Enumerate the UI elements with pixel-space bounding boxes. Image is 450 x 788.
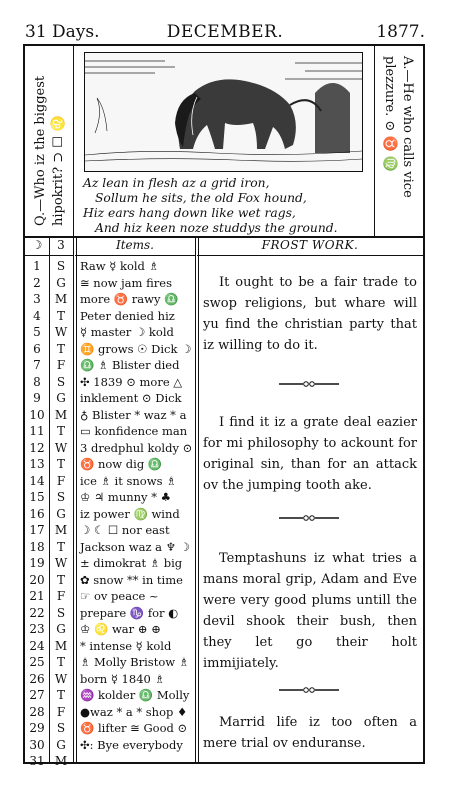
item-entry: ♔ ♃ munny * ♣	[80, 490, 171, 504]
day-number: 2	[33, 275, 41, 290]
day-letter: G	[56, 275, 66, 290]
item-entry: ♒ kolder ♎ Molly	[80, 688, 190, 702]
day-number: 13	[29, 457, 45, 471]
day-number: 31	[29, 754, 45, 768]
day-number: 28	[29, 704, 45, 719]
day-number: 29	[29, 721, 45, 735]
day-letter: F	[56, 704, 66, 719]
question-panel	[25, 46, 74, 236]
day-letter: F	[56, 358, 66, 372]
day-number: 26	[29, 671, 45, 686]
frost-paragraph-2: I find it iz a grate deal eazier for mi philosophy to ackount for original sin, than for an attack ov the jumping tooth ake.	[203, 415, 417, 493]
day-number-column	[25, 258, 49, 770]
question-line-2: hipokrit? ⊃ ☐ ♌	[51, 115, 66, 226]
item-entry: ≅ now jam fires	[80, 275, 172, 290]
day-letter: W	[54, 671, 68, 686]
item-entry: ♗ Molly Bristow ♗	[80, 655, 190, 669]
item-entry: ☿ master ☽ kold	[80, 325, 174, 339]
frost-paragraph-3: Temptashuns iz what tries a mans moral grip, Adam and Eve were very good plums untill the devil shook their bush, then they let go their holt immijiately.	[203, 551, 417, 671]
day-number: 4	[33, 308, 41, 323]
day-number: 27	[29, 688, 45, 702]
day-letter: M	[54, 407, 68, 422]
item-entry: ± dimokrat ♗ big	[80, 556, 183, 570]
day-letter: F	[56, 473, 66, 488]
day-letter: G	[56, 737, 66, 752]
day-letter: F	[56, 589, 66, 603]
day-letter: T	[56, 457, 65, 471]
fox-hound-illustration	[84, 52, 363, 172]
day-number: 5	[33, 325, 41, 339]
day-number: 23	[29, 622, 45, 636]
day-letter: M	[54, 754, 68, 768]
top-panel	[25, 46, 423, 238]
day-number: 11	[29, 424, 45, 438]
poem-line: Hiz ears hang down like wet rags,	[83, 206, 296, 220]
fox-hound-drawing	[85, 53, 362, 171]
day-letter: T	[56, 572, 65, 587]
item-entry: ♔ ♌ war ⊕ ⊕	[80, 622, 161, 636]
poem-line: Az lean in flesh az a grid iron,	[83, 176, 270, 190]
day-letter: M	[54, 638, 68, 653]
day-number: 25	[29, 655, 45, 669]
item-entry: ☞ ov peace ~	[80, 589, 159, 603]
item-entry: ♊ grows ☉ Dick ☽	[80, 341, 192, 356]
day-letter: S	[56, 490, 66, 504]
item-entry: ice ♗ it snows ♗	[80, 473, 177, 488]
day-letter: W	[54, 325, 68, 339]
item-entry: more ♉ rawy ♎	[80, 292, 179, 306]
item-entry: Peter denied hiz	[80, 308, 175, 323]
item-entry: ♎ ♗ Blister died	[80, 358, 180, 372]
day-letter: M	[54, 292, 68, 306]
day-letter: T	[56, 539, 65, 554]
frost-paragraph-4: Marrid life iz too often a mere trial ov enduranse.	[203, 715, 417, 751]
item-entry: ✿ snow ** in time	[80, 572, 183, 587]
moon-column-header: ☽	[25, 238, 49, 256]
day-number: 17	[29, 523, 45, 537]
item-entry: ✣: Bye everybody	[80, 737, 183, 752]
calendar-grid	[25, 238, 423, 768]
day-letter: M	[54, 523, 68, 537]
day-number: 21	[29, 589, 45, 603]
day-number: 20	[29, 572, 45, 587]
day-number: 24	[29, 638, 45, 653]
day-letter: S	[56, 605, 66, 620]
page-header	[25, 22, 425, 44]
poem-line: Sollum he sits, the old Fox hound,	[95, 191, 307, 205]
item-entry: Jackson waz a ♆ ☽	[80, 539, 190, 554]
item-entry: ☽ ☾ ☐ nor east	[80, 523, 170, 537]
answer-panel	[374, 46, 423, 236]
frost-work-header: FROST WORK.	[197, 238, 423, 256]
items-column	[77, 258, 195, 753]
day-letter: T	[56, 688, 65, 702]
answer-line-1: A.—He who calls vice	[400, 56, 415, 198]
item-entry: Raw ☿ kold ♗	[80, 259, 159, 273]
item-entry: ▭ konfidence man	[80, 424, 188, 438]
answer-line-2: plezzure. ⊙ ♉ ♍	[382, 56, 397, 172]
item-entry: prepare ♑ for ◐	[80, 605, 179, 620]
question-line-1: Q.—Who iz the biggest	[33, 75, 48, 226]
item-entry: * intense ☿ kold	[80, 638, 172, 653]
day-number: 30	[29, 737, 45, 752]
frost-paragraph-1: It ought to be a fair trade to swop religions, but whare will yu find the christian party that iz willing to do it.	[203, 275, 417, 353]
items-column-header: Items.	[75, 238, 195, 256]
day-letter: W	[54, 440, 68, 455]
day-number: 9	[33, 391, 41, 405]
day-letter: S	[56, 374, 66, 389]
poem-line: And hiz keen noze studdys the ground.	[95, 221, 338, 235]
day-number: 1	[33, 259, 41, 273]
item-entry: iz power ♍ wind	[80, 506, 180, 521]
day-letter: G	[56, 622, 66, 636]
day-letter: G	[56, 391, 66, 405]
day-number: 16	[29, 506, 45, 521]
day-number: 3	[33, 292, 41, 306]
item-entry: ●waz * a * shop ♦	[80, 704, 188, 719]
ornament-divider	[279, 686, 339, 694]
day-letter: W	[54, 556, 68, 570]
days-count: 31 Days.	[25, 22, 100, 42]
item-entry: inklement ⊙ Dick	[80, 391, 182, 405]
day-letter: T	[56, 655, 65, 669]
poem	[83, 176, 373, 236]
day-number: 8	[33, 374, 41, 389]
day-letter: S	[56, 259, 66, 273]
day-number: 7	[33, 358, 41, 372]
item-entry: ♉ lifter ≅ Good ⊙	[80, 721, 188, 735]
year-label: 1877.	[376, 22, 425, 42]
ornament-divider	[279, 380, 339, 388]
calendar-frame	[23, 44, 425, 768]
day-letter: T	[56, 424, 65, 438]
frost-work	[197, 258, 423, 758]
item-entry: 3 dredphul koldy ⊙	[80, 440, 193, 455]
day-letter: T	[56, 308, 65, 323]
day-letter: S	[56, 721, 66, 735]
day-letter-column	[49, 258, 73, 770]
item-entry: ♁ Blister * waz * a	[80, 407, 187, 422]
ornament-divider	[279, 514, 339, 522]
day-number: 12	[29, 440, 45, 455]
day-number: 15	[29, 490, 45, 504]
day-letter: T	[56, 341, 65, 356]
item-entry: ✣ 1839 ⊙ more △	[80, 374, 183, 389]
weekday-column-header: 3	[49, 238, 73, 256]
day-number: 10	[29, 407, 45, 422]
day-number: 14	[29, 473, 45, 488]
day-number: 6	[33, 341, 41, 356]
month-title: DECEMBER.	[166, 22, 284, 42]
day-number: 19	[29, 556, 45, 570]
item-entry: born ☿ 1840 ♗	[80, 671, 165, 686]
day-letter: G	[56, 506, 66, 521]
day-number: 22	[29, 605, 45, 620]
day-number: 18	[29, 539, 45, 554]
item-entry: ♉ now dig ♎	[80, 457, 163, 471]
